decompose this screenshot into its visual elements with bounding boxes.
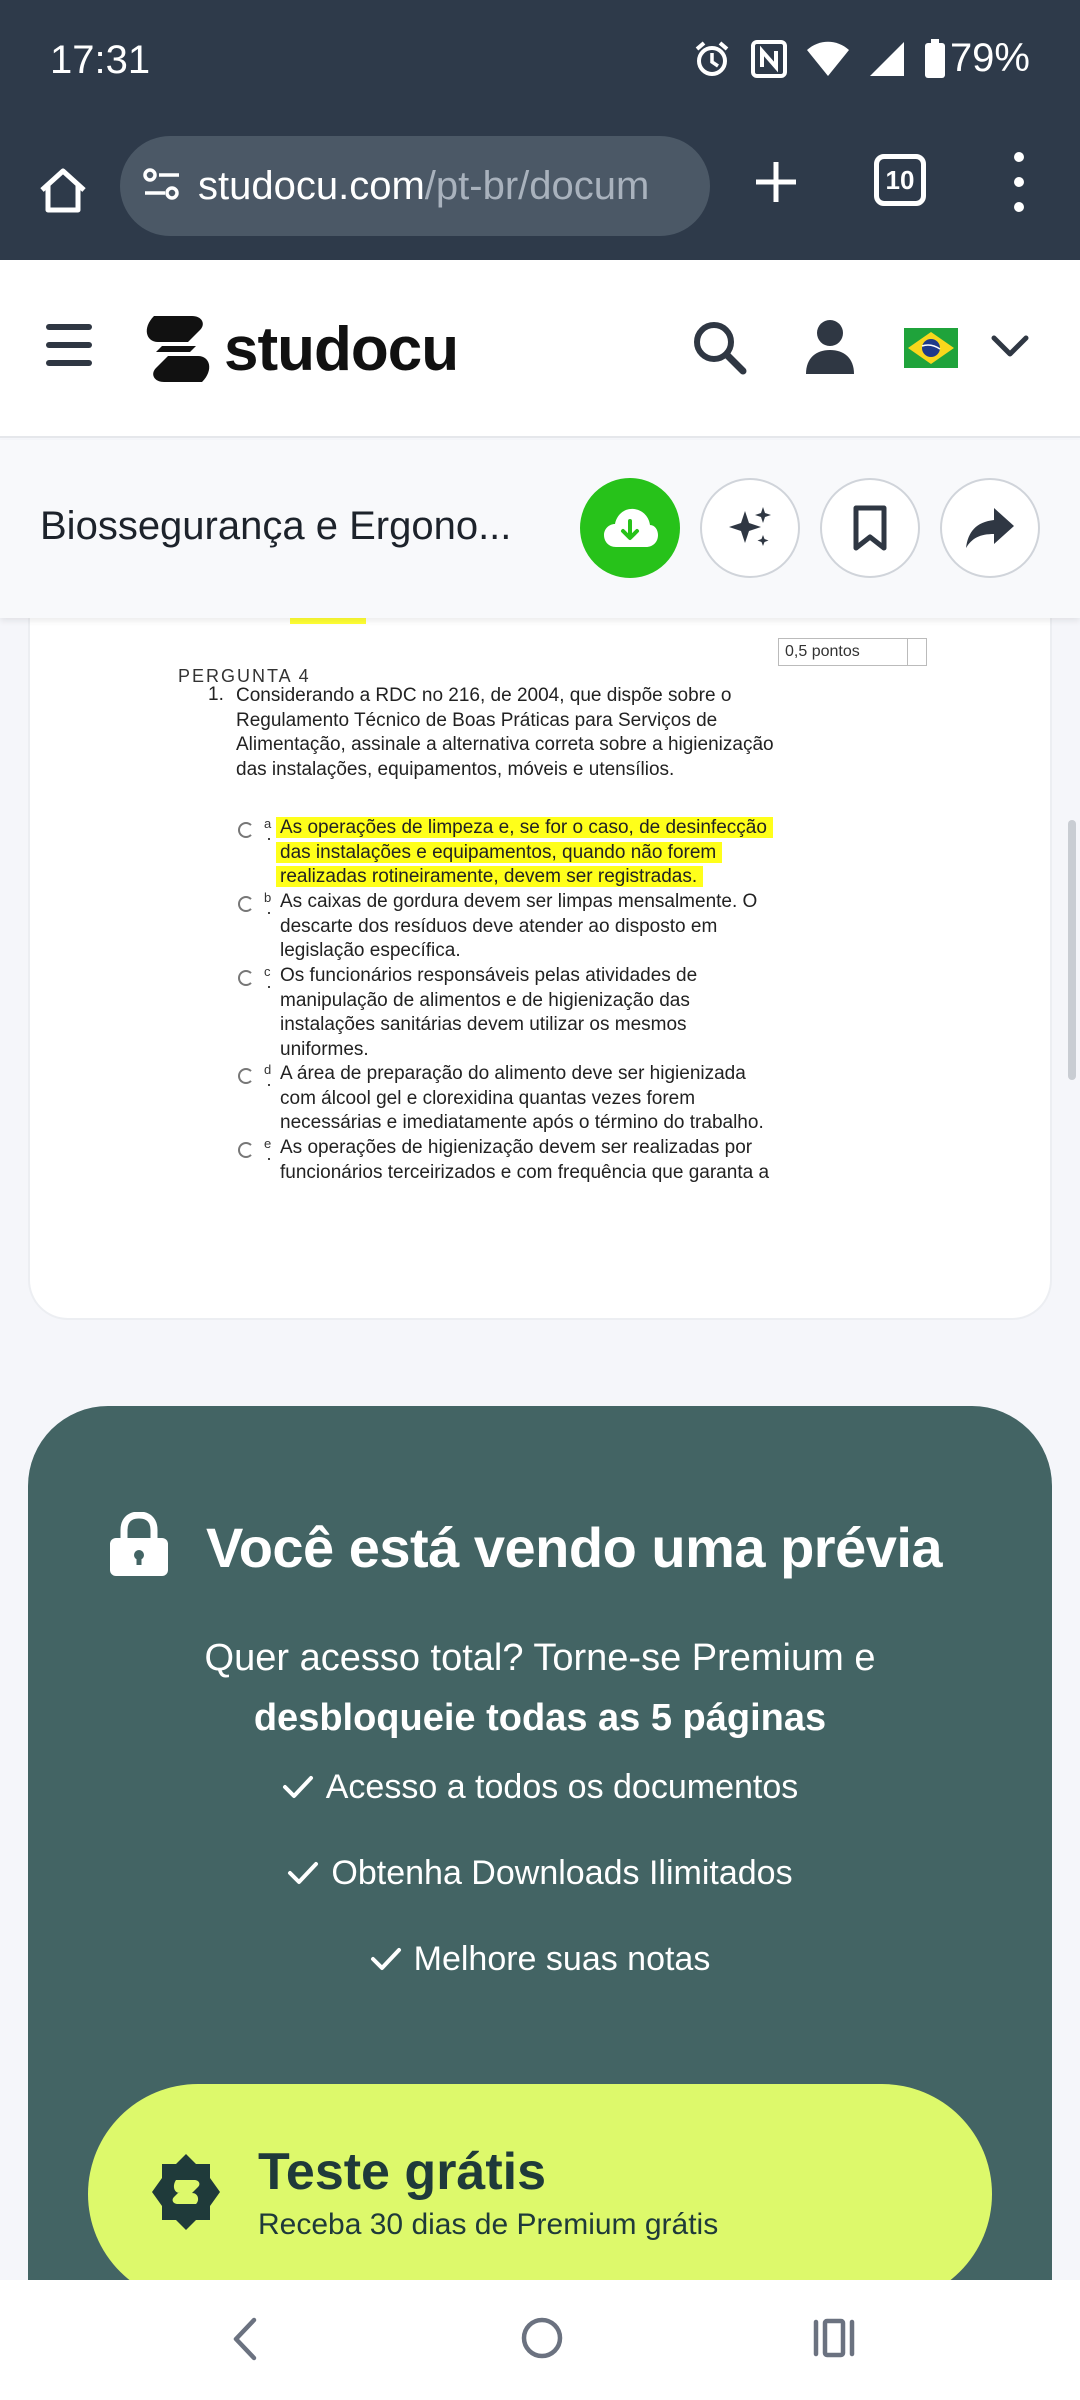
option-text-line: Os funcionários responsáveis pelas atividades de bbox=[280, 965, 698, 986]
share-button[interactable] bbox=[940, 478, 1040, 578]
option-letter: b bbox=[264, 890, 272, 905]
option-dot bbox=[268, 1158, 270, 1160]
option-text-line: necessárias e imediatamente após o término do trabalho. bbox=[280, 1112, 764, 1133]
option-text bbox=[280, 964, 840, 1062]
studocu-logo-icon bbox=[140, 310, 216, 388]
option-text-line: uniformes. bbox=[280, 1038, 369, 1060]
cloud-download-icon bbox=[602, 505, 658, 551]
new-tab-button[interactable] bbox=[748, 154, 804, 210]
user-icon[interactable] bbox=[800, 316, 860, 381]
preview-subtitle-line1: Quer acesso total? Torne-se Premium e bbox=[204, 1637, 876, 1679]
points-label: 0,5 pontos bbox=[785, 643, 860, 660]
share-arrow-icon bbox=[964, 506, 1016, 550]
preview-subtitle bbox=[28, 1628, 1052, 1748]
chevron-down-icon[interactable] bbox=[988, 332, 1032, 365]
browser-menu-button[interactable] bbox=[1004, 152, 1034, 212]
alarm-icon bbox=[692, 39, 732, 79]
url-domain: studocu.com bbox=[198, 163, 425, 208]
sparkle-icon bbox=[725, 503, 775, 553]
free-trial-button[interactable] bbox=[88, 2084, 992, 2304]
option-text-line: As caixas de gordura devem ser limpas mensalmente. O bbox=[280, 891, 758, 912]
ai-sparkle-button[interactable] bbox=[700, 478, 800, 578]
tab-switcher-button[interactable]: 10 bbox=[874, 154, 926, 206]
option-dot bbox=[268, 1084, 270, 1086]
option-text-line: com álcool gel e clorexidina quantas vezes forem bbox=[280, 1087, 696, 1109]
status-bar bbox=[0, 0, 1080, 128]
question-header: PERGUNTA 4 bbox=[178, 666, 311, 686]
option-text bbox=[280, 890, 840, 964]
battery-percent: 79% bbox=[949, 36, 1030, 80]
feature-item bbox=[28, 1768, 1052, 1809]
question-number: 1. bbox=[208, 684, 224, 705]
feature-label: Obtenha Downloads Ilimitados bbox=[331, 1854, 793, 1892]
option-letter: e bbox=[264, 1136, 272, 1151]
option-text-line: As operações de higienização devem ser realizadas por bbox=[280, 1137, 753, 1158]
preview-heading bbox=[108, 1512, 942, 1583]
url-text bbox=[198, 164, 649, 209]
hamburger-menu-icon[interactable] bbox=[46, 324, 92, 366]
back-icon[interactable] bbox=[230, 2316, 260, 2367]
wifi-icon bbox=[806, 40, 850, 78]
feature-label: Melhore suas notas bbox=[413, 1940, 711, 1978]
home-icon bbox=[36, 164, 90, 218]
battery-icon bbox=[924, 36, 1030, 81]
document-title[interactable]: Biossegurança e Ergono... bbox=[40, 504, 512, 548]
check-icon bbox=[287, 1856, 319, 1895]
option-letter: a bbox=[264, 816, 272, 831]
option-text-line: A área de preparação do alimento deve ser higienizada bbox=[280, 1063, 746, 1084]
preview-subtitle-line2: desbloqueie todas as 5 páginas bbox=[253, 1697, 827, 1739]
preview-title: Você está vendo uma prévia bbox=[206, 1516, 943, 1579]
premium-badge-icon bbox=[146, 2152, 226, 2237]
option-text-line: funcionários terceirizados e com frequência que garanta a bbox=[280, 1161, 770, 1183]
bookmark-icon bbox=[850, 504, 890, 552]
download-button[interactable] bbox=[580, 478, 680, 578]
home-circle-icon[interactable] bbox=[520, 2316, 564, 2365]
points-box bbox=[778, 638, 908, 666]
browser-toolbar bbox=[0, 128, 1080, 260]
option-text bbox=[280, 1136, 840, 1185]
studocu-logo[interactable] bbox=[140, 310, 458, 388]
option-text-line: As operações de limpeza e, se for o caso, de desinfecção bbox=[280, 817, 767, 838]
option-text-line: das instalações e equipamentos, quando não forem bbox=[280, 841, 717, 863]
url-path: /pt-br/docum bbox=[424, 163, 650, 208]
option-dot bbox=[268, 986, 270, 988]
radio-icon bbox=[238, 1068, 254, 1084]
search-icon[interactable] bbox=[690, 318, 748, 381]
check-icon bbox=[370, 1942, 402, 1981]
radio-icon bbox=[238, 896, 254, 912]
feature-item bbox=[28, 1940, 1052, 1981]
nfc-icon bbox=[750, 39, 788, 79]
document-toolbar bbox=[0, 440, 1080, 618]
system-navigation-bar bbox=[0, 2280, 1080, 2400]
signal-icon bbox=[868, 40, 906, 78]
bookmark-button[interactable] bbox=[820, 478, 920, 578]
option-text-line: legislação específica. bbox=[280, 940, 461, 961]
option-text bbox=[280, 1062, 840, 1136]
feature-item bbox=[28, 1854, 1052, 1895]
site-header bbox=[0, 260, 1080, 438]
site-settings-icon[interactable] bbox=[142, 166, 182, 207]
plus-icon bbox=[748, 154, 804, 210]
option-text-line: manipulação de alimentos e de higienização das bbox=[280, 989, 690, 1011]
option-text-line: instalações sanitárias devem utilizar os mesmos bbox=[280, 1014, 687, 1035]
question-text: Considerando a RDC no 216, de 2004, que dispõe sobre o Regulamento Técnico de Boas Práticas para Serviços de Alimentação, assinale a alternativa correta sobre a higienização das instalações, equipamentos, móveis e utensílios. bbox=[236, 685, 774, 780]
check-icon bbox=[282, 1770, 314, 1809]
option-letter: d bbox=[264, 1062, 272, 1077]
radio-icon bbox=[238, 822, 254, 838]
option-text bbox=[280, 816, 840, 890]
status-time: 17:31 bbox=[50, 38, 151, 82]
option-dot bbox=[268, 912, 270, 914]
free-trial-title: Teste grátis bbox=[258, 2143, 547, 2201]
logo-text: studocu bbox=[224, 314, 459, 384]
document-page bbox=[30, 600, 1050, 1318]
home-button[interactable] bbox=[30, 158, 96, 224]
option-text-line: descarte dos resíduos deve atender ao disposto em bbox=[280, 915, 718, 937]
premium-preview-panel bbox=[28, 1406, 1052, 2400]
free-trial-subtitle: Receba 30 dias de Premium grátis bbox=[258, 2208, 719, 2241]
radio-icon bbox=[238, 970, 254, 986]
option-dot bbox=[268, 838, 270, 840]
recent-apps-icon[interactable] bbox=[812, 2318, 856, 2363]
status-icons bbox=[692, 36, 1030, 81]
document-preview-card bbox=[28, 600, 1052, 1320]
option-text-line: realizadas rotineiramente, devem ser registradas. bbox=[280, 866, 698, 887]
lock-icon bbox=[108, 1512, 170, 1583]
option-letter: c bbox=[264, 964, 271, 979]
feature-label: Acesso a todos os documentos bbox=[325, 1768, 799, 1806]
brazil-flag-icon[interactable] bbox=[904, 328, 958, 368]
page-scrollbar[interactable] bbox=[1068, 820, 1076, 1080]
radio-icon bbox=[238, 1142, 254, 1158]
url-field[interactable] bbox=[120, 136, 710, 236]
